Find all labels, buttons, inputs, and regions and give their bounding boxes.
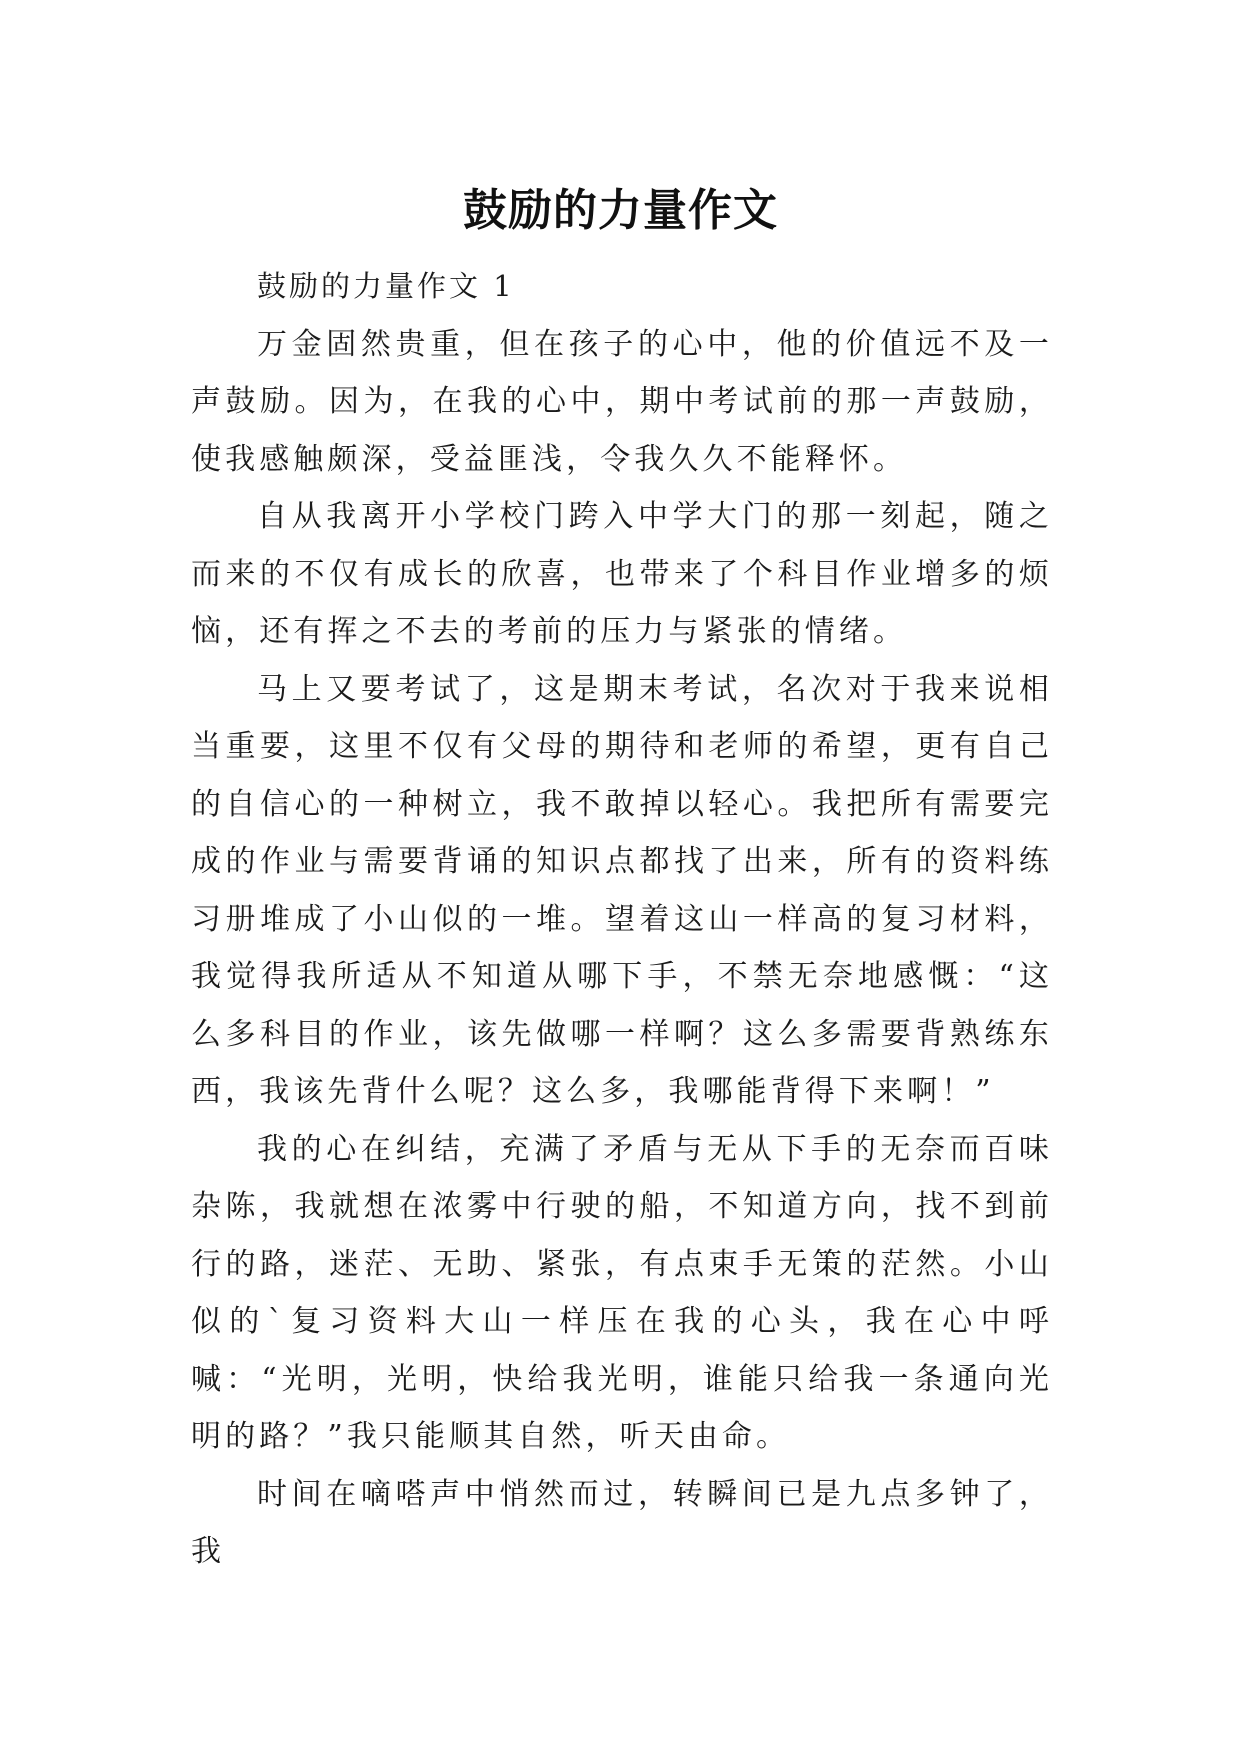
paragraph: 我的心在纠结，充满了矛盾与无从下手的无奈而百味杂陈，我就想在浓雾中行驶的船，不知道方向，找不到前行的路，迷茫、无助、紧张，有点束手无策的茫然。小山似的`复习资料大山一样压在我的心头，我在心中呼喊：“光明，光明，快给我光明，谁能只给我一条通向光明的路？”我只能顺其自然，听天由命。 — [191, 1131, 1053, 1454]
paragraph: 自从我离开小学校门跨入中学大门的那一刻起，随之而来的不仅有成长的欣喜，也带来了个科目作业增多的烦恼，还有挥之不去的考前的压力与紧张的情绪。 — [191, 499, 1053, 649]
document-body — [191, 258, 1053, 1581]
document-title: 鼓励的力量作文 — [463, 185, 778, 237]
paragraph: 时间在嘀嗒声中悄然而过，转瞬间已是九点多钟了，我 — [191, 1476, 1053, 1569]
paragraph: 万金固然贵重，但在孩子的心中，他的价值远不及一声鼓励。因为，在我的心中，期中考试前的那一声鼓励，使我感触颇深，受益匪浅，令我久久不能释怀。 — [191, 326, 1053, 477]
essay-subtitle: 鼓励的力量作文 1 — [257, 269, 515, 303]
paragraph: 马上又要考试了，这是期末考试，名次对于我来说相当重要，这里不仅有父母的期待和老师的希望，更有自己的自信心的一种树立，我不敢掉以轻心。我把所有需要完成的作业与需要背诵的知识点都找了出来，所有的资料练习册堆成了小山似的一堆。望着这山一样高的复习材料，我觉得我所适从不知道从哪下手，不禁无奈地感慨：“这么多科目的作业，该先做哪一样啊？这么多需要背熟练东西，我该先背什么呢？这么多，我哪能背得下来啊！” — [191, 671, 1053, 1109]
